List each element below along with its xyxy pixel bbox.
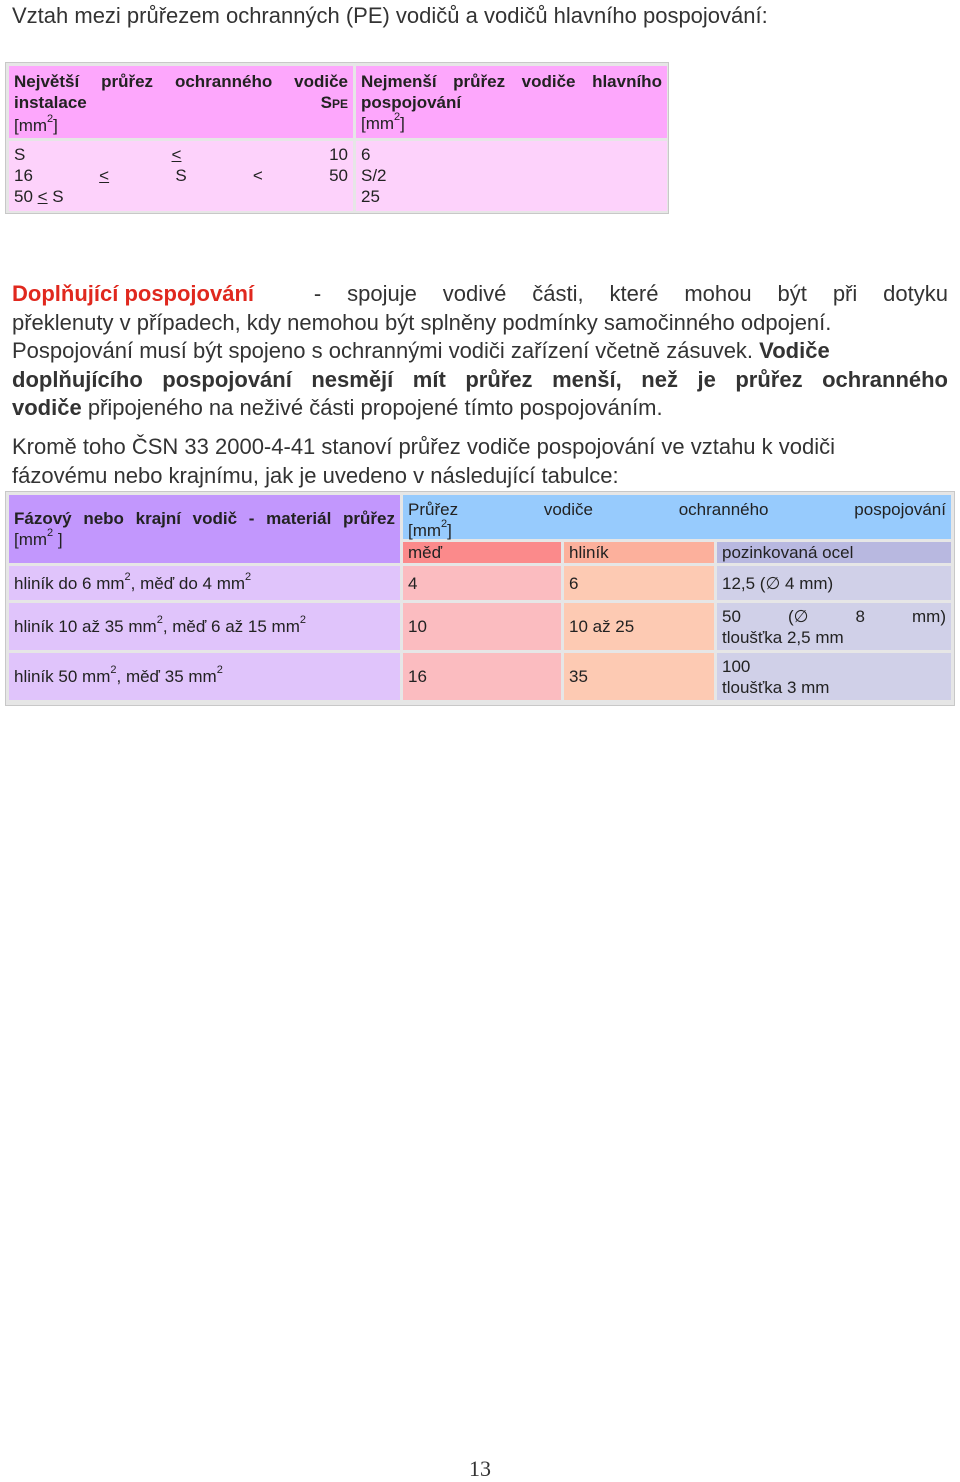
header-word: nebo: [83, 509, 124, 528]
header-word: vodiče: [521, 72, 576, 91]
paragraph-line: [12, 394, 948, 423]
spe-symbol: [321, 92, 348, 115]
header-word: ochranného: [678, 500, 769, 519]
table1-header-largest-cross-section: [9, 66, 353, 138]
unit-sup: 2: [47, 527, 54, 540]
table1-body-col2: [356, 141, 667, 211]
text-run: hliník 50 mm: [14, 667, 111, 686]
cell-text: S: [14, 145, 26, 164]
page-heading: Vztah mezi průřezem ochranných (PE) vodičů a vodičů hlavního pospojování:: [12, 3, 768, 28]
cell-text: 6: [361, 145, 371, 164]
table-row-label: [9, 603, 400, 650]
column-header-galvanized-steel: [717, 542, 951, 563]
word: dotyku: [883, 281, 948, 306]
paragraph-line: Kromě toho ČSN 33 2000-4-41 stanoví průřez vodiče pospojování ve vztahu k vodiči: [12, 434, 836, 459]
unit-sup: 2: [441, 518, 448, 531]
term-supplementary-bonding: Doplňující pospojování: [12, 281, 254, 306]
header-word: Největší: [14, 72, 80, 91]
header-word: pospojování: [361, 93, 462, 112]
lt-symbol: <: [252, 166, 263, 185]
header-text: měď: [408, 543, 443, 562]
header-word: ochranného: [174, 72, 273, 91]
header-word: vodiče: [294, 72, 348, 91]
table-cell-aluminium: [564, 566, 714, 600]
unit-sup: 2: [156, 614, 163, 627]
cell-text: 50: [329, 166, 348, 185]
header-word: průřez: [101, 72, 154, 91]
spe-s: S: [320, 93, 332, 112]
table-cell-steel: [717, 566, 951, 600]
header-word: Průřez: [408, 500, 459, 519]
csn-paragraph: [12, 433, 948, 490]
header-text: hliník: [569, 543, 609, 562]
unit-sup: 2: [124, 570, 131, 583]
cell-text: [722, 573, 946, 594]
cell-text: [14, 570, 395, 594]
diameter-symbol: ∅: [765, 573, 781, 593]
paragraph-line: překlenuty v případech, kdy nemohou být splněny podmínky samočinného odpojení.: [12, 309, 832, 335]
text-run: , měď 6 až 15 mm: [162, 617, 300, 636]
unit-prefix: [mm: [361, 114, 395, 133]
cell-text: [14, 616, 395, 637]
cell-text: 4: [408, 573, 418, 593]
header-text: pozinkovaná ocel: [722, 543, 854, 562]
header-word: hlavního: [592, 72, 662, 91]
header-word: -: [248, 509, 255, 528]
unit-sup: 2: [47, 113, 54, 126]
header-word: vodič: [192, 509, 238, 528]
cell-text: 10: [408, 617, 427, 636]
leq-symbol: <: [171, 145, 182, 164]
table1-header-smallest-main-bonding: [356, 66, 667, 138]
text-run-bold: vodiče: [12, 395, 82, 420]
header-word: vodiče: [543, 500, 593, 519]
table-cell-aluminium: [564, 653, 714, 700]
bonding-conductor-table: [5, 491, 955, 706]
word: vodivé: [442, 281, 507, 306]
word: které: [609, 281, 659, 306]
cell-text: 10 až 25: [569, 617, 635, 636]
page-number: 13: [469, 1456, 491, 1481]
cell-text: 16: [14, 166, 33, 185]
table2-header-phase-conductor: [9, 495, 400, 563]
unit-label: [14, 115, 348, 136]
text-run-bold: Vodiče: [759, 338, 830, 363]
text-run: hliník do 6 mm: [14, 573, 125, 593]
leq-symbol: <: [99, 166, 110, 185]
cell-text: tloušťka 3 mm: [722, 677, 830, 697]
cell-word: 50: [722, 606, 741, 626]
table-row-label: [9, 566, 400, 600]
table-cell-copper: [403, 566, 561, 600]
table-row-label: [9, 653, 400, 700]
cell-text: S/2: [361, 166, 387, 185]
cell-text: 16: [408, 667, 427, 686]
cell-text: 25: [361, 187, 380, 206]
header-word: Fázový: [14, 509, 72, 528]
word: části,: [532, 281, 584, 306]
cell-text: 50: [14, 187, 38, 206]
paragraph-line: [12, 337, 948, 366]
word: být: [777, 281, 807, 306]
table2-header-bonding-cross-section: [403, 495, 951, 539]
cell-word: (∅: [787, 606, 809, 626]
cell-text: 10: [329, 145, 348, 164]
unit-suffix: ]: [53, 116, 58, 135]
cell-word: mm): [912, 606, 946, 626]
cell-text: S: [47, 187, 64, 206]
unit-sup: 2: [394, 111, 401, 124]
text-run: Pospojování musí být spojeno s ochrannými vodiči zařízení včetně zásuvek.: [12, 338, 754, 363]
table-row: [14, 186, 348, 207]
unit-label: [361, 113, 662, 134]
paragraph-line: doplňujícího pospojování nesmějí mít průřez menší, než je průřez ochranného: [12, 366, 948, 392]
cell-text: 6: [569, 573, 579, 593]
text-run: hliník 10 až 35 mm: [14, 617, 157, 636]
header-word: instalace: [14, 93, 87, 112]
pe-conductor-table: [5, 62, 669, 214]
unit-sup: 2: [245, 570, 252, 583]
column-header-copper: [403, 542, 561, 563]
text-run: 12,5 (: [722, 573, 766, 593]
table1-body-col1: [9, 141, 353, 211]
table-row: [14, 144, 348, 165]
text-run: připojeného na neživé části propojené tímto pospojováním.: [81, 395, 663, 420]
table-cell-steel: [717, 603, 951, 650]
header-word: průřez: [453, 72, 506, 91]
table-cell-copper: [403, 603, 561, 650]
text-run: 4 mm): [780, 573, 834, 593]
unit-suffix: ]: [53, 530, 63, 549]
leq-symbol: <: [37, 187, 48, 206]
paragraph-line: fázovému nebo krajnímu, jak je uvedeno v následující tabulce:: [12, 462, 619, 488]
unit-label: [14, 529, 395, 550]
unit-suffix: ]: [447, 521, 452, 540]
cell-text: 100: [722, 656, 751, 676]
unit-sup: 2: [110, 664, 117, 677]
paragraph-line: [12, 280, 948, 309]
cell-word: 8: [855, 606, 865, 626]
cell-text: tloušťka 2,5 mm: [722, 627, 844, 647]
word: při: [832, 281, 858, 306]
cell-text: [14, 666, 395, 687]
header-word: Nejmenší: [361, 72, 437, 91]
spe-subscript: PE: [331, 97, 348, 111]
table-row: [14, 165, 348, 186]
unit-sup: 2: [216, 664, 223, 677]
header-word: průřez: [343, 509, 395, 528]
unit-suffix: ]: [400, 114, 405, 133]
table-cell-copper: [403, 653, 561, 700]
text-run: , měď do 4 mm: [130, 573, 246, 593]
unit-prefix: [mm: [14, 116, 48, 135]
word: -: [313, 281, 322, 306]
word: mohou: [684, 281, 752, 306]
unit-prefix: [mm: [14, 530, 48, 549]
header-word: krajní: [135, 509, 181, 528]
header-word: materiál: [266, 509, 332, 528]
cell-text: 35: [569, 667, 588, 686]
text-run: , měď 35 mm: [116, 667, 217, 686]
word: spojuje: [347, 281, 417, 306]
unit-sup: 2: [299, 614, 306, 627]
table-cell-aluminium: [564, 603, 714, 650]
unit-prefix: [mm: [408, 521, 442, 540]
header-word: pospojování: [854, 500, 946, 519]
column-header-aluminium: [564, 542, 714, 563]
supplementary-bonding-paragraph: [12, 280, 948, 423]
unit-label: [408, 520, 946, 541]
cell-text: S: [175, 166, 187, 185]
table-cell-steel: [717, 653, 951, 700]
